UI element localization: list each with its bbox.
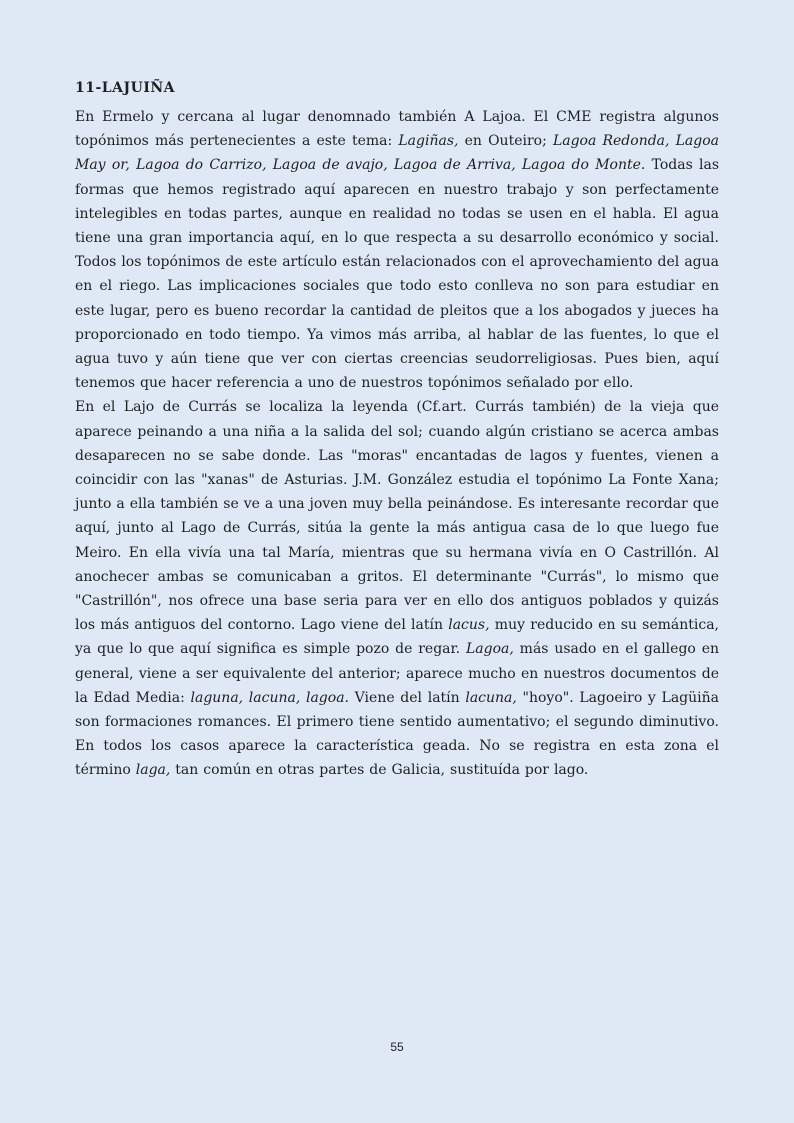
p1-italic: Lagoa Redonda, Lagoa May or, Lagoa do Carrizo, Lagoa de avajo, Lagoa de Arriva, Lagoa do Monte. [75,133,720,174]
paragraph-1 [75,105,719,395]
p2-italic: laguna, lacuna, lagoa. [190,689,349,706]
document-page [75,78,719,783]
p2-text: Viene del latín [349,689,466,706]
p2-text: más usado en el gallego en general, viene a ser equivalente del anterior; aparece mucho en nuestros documentos de la Edad Media: [75,641,719,706]
p1-text: en Outeiro; [458,133,553,150]
p1-text: Todas las formas que hemos registrado aquí aparecen en nuestro trabajo y son perfectamente intelegibles en todas partes, aunque en realidad no todas se usen en el habla. El agua tiene una gran importancia aquí, en lo que respecta a su desarrollo económico y social. Todos los topónimos de este artículo están relacionados con el aprovechamiento del agua en el riego. Las implicaciones sociales que todo esto conlleva no son para estudiar en este lugar, pero es bueno recordar la cantidad de pleitos que a los abogados y jueces ha proporcionado en todo tiempo. Ya vimos más arriba, al hablar de las fuentes, lo que el agua tuvo y aún tiene que ver con ciertas creencias seudorreligiosas. Pues bien, aquí tenemos que hacer referencia a uno de nuestros topónimos señalado por ello. [75,157,720,392]
p2-text: muy reducido en su semántica, ya que lo que aquí significa es simple pozo de regar. [75,617,719,658]
p2-text: tan común en otras partes de Galicia, sustituída por lago. [170,762,589,779]
page-number: 55 [390,1040,404,1054]
p2-italic: Lagoa, [465,641,514,658]
paragraph-2 [75,395,719,782]
p2-text: En el Lajo de Currás se localiza la leyenda (Cf.art. Currás también) de la vieja que aparece peinando a una niña a la salida del sol; cuando algún cristiano se acerca ambas desaparecen no se sabe donde. Las "moras" encantadas de lagos y fuentes, vienen a coincidir con las "xanas" de Asturias. J.M. González estudia el topónimo La Fonte Xana; junto a ella también se ve a una joven muy bella peinándose. Es interesante recordar que aquí, junto al Lago de Currás, sitúa la gente la más antigua casa de lo que luego fue Meiro. En ella vivía una tal María, mientras que su hermana vivía en O Castrillón. Al anochecer ambas se comunicaban a gritos. El determinante "Currás", lo mismo que "Castrillón", nos ofrece una base seria para ver en ello dos antiguos poblados y quizás los más antiguos del contorno. Lago viene del latín [75,399,719,634]
p1-text: En Ermelo y cercana al lugar denomnado también A Lajoa. El CME registra algunos topónimos más pertenecientes a este tema: [75,109,719,150]
p2-italic: lacus, [448,617,490,634]
p2-italic: lacuna, [465,689,517,706]
section-heading: 11-LAJUIÑA [75,80,176,96]
p1-italic: Lagiñas, [398,133,459,150]
p2-text: "hoyo". Lagoeiro y Lagüiña son formaciones romances. El primero tiene sentido aumentativo; el segundo diminutivo. En todos los casos aparece la característica geada. No se registra en esta zona el término [75,689,719,779]
p2-italic: laga, [135,762,171,779]
